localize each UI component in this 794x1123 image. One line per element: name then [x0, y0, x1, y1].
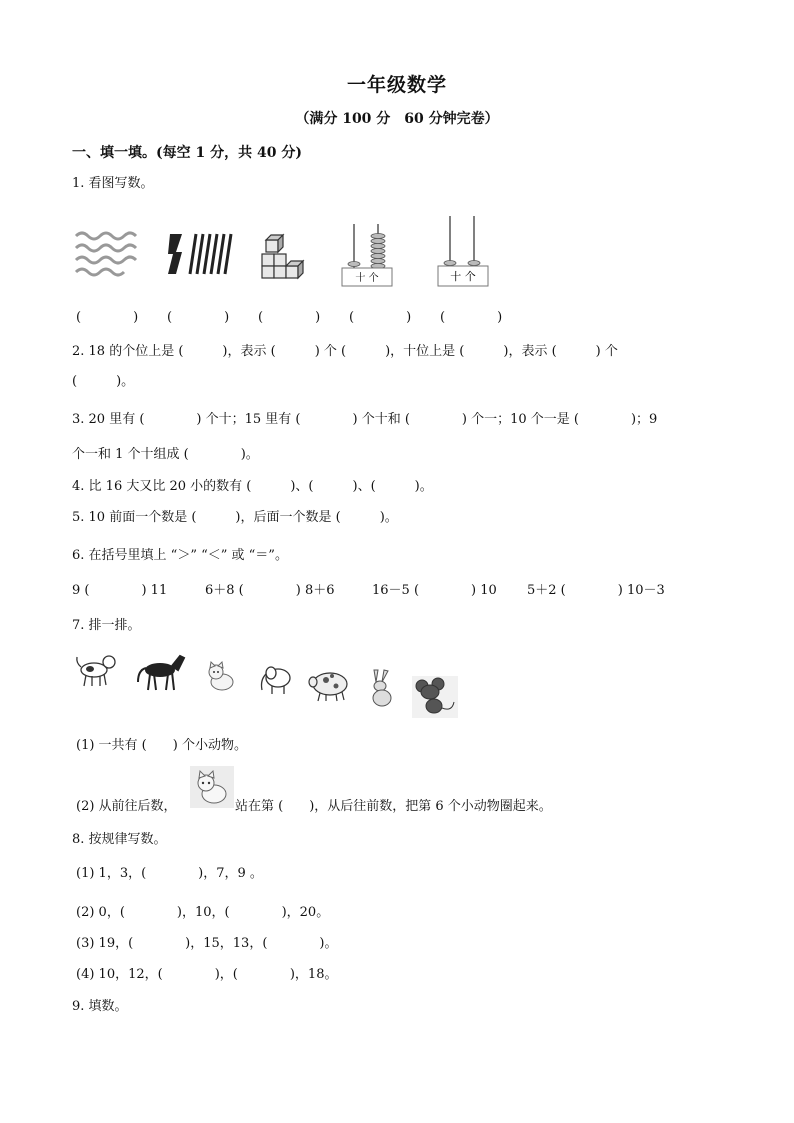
q8-item-1: (1) 1，3，( )，7，9 。 — [76, 866, 263, 881]
question-2-line-1: 2. 18 的个位上是 ( )，表示 ( ) 个 ( )，十位上是 ( )，表示 ( ) 个 — [72, 344, 618, 359]
pig-icon — [304, 666, 354, 704]
q1-blank-4[interactable]: ( ) — [349, 310, 412, 325]
question-7-stem: 7. 排一排。 — [72, 618, 141, 633]
question-9-stem: 9. 填数。 — [72, 999, 128, 1014]
section-heading: 一、填一填。(每空 1 分，共 40 分) — [72, 145, 302, 161]
question-2-line-2: ( )。 — [72, 374, 135, 389]
abacus-picture-2 — [436, 214, 492, 288]
question-5: 5. 10 前面一个数是 ( )，后面一个数是 ( )。 — [72, 510, 398, 525]
question-3-line-2: 个一和 1 个十组成 ( )。 — [72, 447, 259, 462]
q1-blank-3[interactable]: ( ) — [258, 310, 321, 325]
question-1-stem: 1. 看图写数。 — [72, 176, 154, 191]
q8-item-2: (2) 0，( )，10，( )，20。 — [76, 905, 330, 920]
cubes-picture — [258, 234, 308, 280]
horse-icon — [136, 652, 188, 692]
elephant-icon — [258, 662, 294, 696]
question-6-stem: 6. 在括号里填上 “＞” “＜” 或 “＝”。 — [72, 548, 288, 563]
q6-item-2: 6＋8 ( ) 8＋6 — [205, 583, 335, 598]
mouse-icon — [412, 676, 458, 718]
q1-blank-1[interactable]: ( ) — [76, 310, 139, 325]
abacus-label-1: 十 个 — [355, 273, 379, 284]
question-7-sub-1: (1) 一共有 ( ) 个小动物。 — [76, 738, 247, 753]
q6-item-3: 16－5 ( ) 10 — [372, 583, 497, 598]
rabbit-icon — [368, 668, 396, 708]
abacus-picture-1 — [340, 222, 396, 288]
cat-icon — [204, 660, 238, 694]
sticks-picture — [166, 232, 232, 276]
wavy-strokes-picture — [74, 222, 142, 278]
q1-blank-2[interactable]: ( ) — [167, 310, 230, 325]
abacus-label-2: 十 个 — [450, 270, 476, 283]
q6-item-1: 9 ( ) 11 — [72, 583, 168, 598]
q6-item-4: 5＋2 ( ) 10－3 — [527, 583, 665, 598]
q1-blank-5[interactable]: ( ) — [440, 310, 503, 325]
question-7-sub-2b: 站在第 ( )，从后往前数，把第 6 个小动物圈起来。 — [235, 799, 552, 814]
cat-inline-icon — [190, 766, 234, 808]
dog-icon — [74, 652, 118, 688]
page-title: 一年级数学 — [346, 74, 447, 96]
q8-item-3: (3) 19，( )，15，13，( )。 — [76, 936, 338, 951]
q8-item-4: (4) 10，12，( )，( )，18。 — [76, 967, 338, 982]
page-subtitle: （满分 100 分 60 分钟完卷） — [295, 111, 499, 127]
question-3-line-1: 3. 20 里有 ( ) 个十；15 里有 ( ) 个十和 ( ) 个一；10 个一是 ( )；9 — [72, 412, 658, 427]
question-4: 4. 比 16 大又比 20 小的数有 ( )、( )、( )。 — [72, 479, 433, 494]
question-8-stem: 8. 按规律写数。 — [72, 832, 167, 847]
question-7-sub-2a: (2) 从前往后数， — [76, 799, 177, 814]
